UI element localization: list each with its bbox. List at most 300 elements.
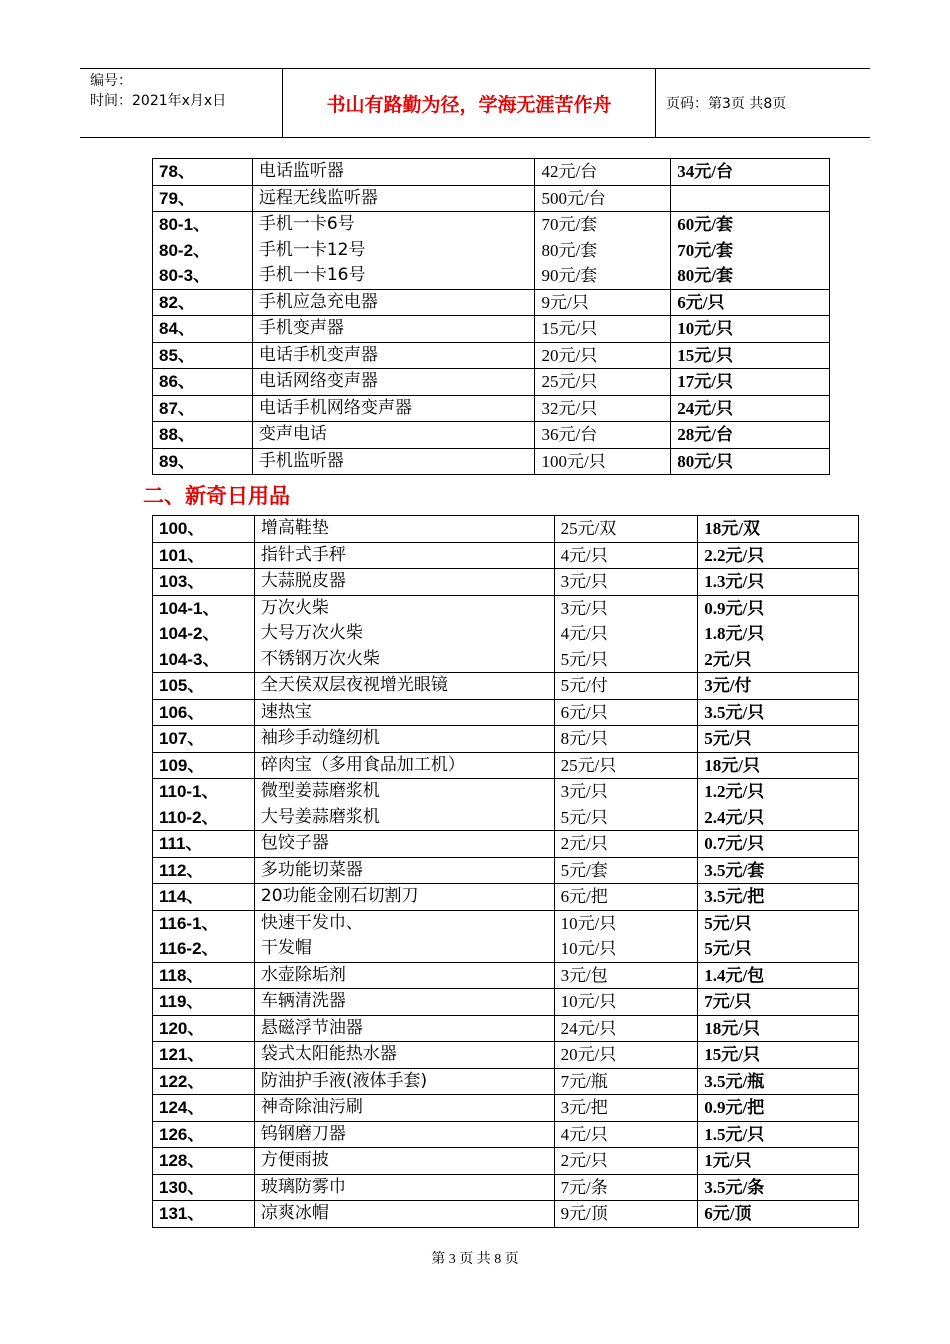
item-number: 89、 xyxy=(159,451,195,471)
sale-price: 15元/只 xyxy=(677,345,733,365)
original-price-cell xyxy=(554,673,698,700)
original-price: 2元/只 xyxy=(560,1151,608,1170)
item-number: 84、 xyxy=(159,319,195,338)
table-row xyxy=(153,779,859,831)
item-number-cell xyxy=(153,342,253,369)
item-name: 防油护手液(液体手套) xyxy=(260,1070,428,1091)
table-row xyxy=(153,699,859,726)
item-name-cell xyxy=(254,569,554,596)
sale-price-cell xyxy=(698,962,859,989)
item-number: 110-1、 xyxy=(159,782,219,801)
item-name: 微型姜蒜磨浆机 xyxy=(260,781,380,801)
item-name-cell xyxy=(254,1148,554,1175)
sale-price-cell xyxy=(698,831,859,858)
item-name: 玻璃防雾巾 xyxy=(260,1176,346,1197)
item-number: 126、 xyxy=(159,1124,205,1144)
table-row xyxy=(153,831,859,858)
item-number: 114、 xyxy=(159,887,204,906)
item-name-cell xyxy=(254,1121,554,1148)
original-price-cell xyxy=(535,289,671,316)
original-price: 7元/条 xyxy=(560,1177,608,1197)
table-row xyxy=(153,752,859,779)
item-name-cell xyxy=(254,699,554,726)
item-name: 远程无线监听器 xyxy=(258,187,378,208)
item-name: 方便雨披 xyxy=(260,1150,329,1170)
item-number-cell xyxy=(153,542,255,569)
sale-price: 0.9元/只 xyxy=(704,598,765,618)
sale-price-cell xyxy=(698,1201,859,1228)
item-number-cell xyxy=(153,159,253,186)
original-price-cell xyxy=(535,159,671,186)
item-name-cell xyxy=(254,595,554,673)
original-price-cell xyxy=(535,342,671,369)
item-number-cell xyxy=(153,910,255,962)
item-number-cell xyxy=(153,831,255,858)
header-left xyxy=(80,69,283,137)
sale-price: 1.4元/包 xyxy=(704,965,765,985)
item-name-cell xyxy=(252,448,535,475)
item-number: 80-3、 xyxy=(159,266,211,285)
item-number-cell xyxy=(153,1042,255,1069)
item-name-cell xyxy=(252,395,535,422)
original-price: 7元/瓶 xyxy=(560,1071,608,1091)
item-number: 118、 xyxy=(159,965,204,985)
sale-price-cell xyxy=(698,673,859,700)
item-name: 变声电话 xyxy=(258,424,327,444)
original-price: 25元/双 xyxy=(560,519,617,538)
item-name-cell xyxy=(254,857,554,884)
sale-price-cell xyxy=(671,448,830,475)
item-number: 80-1、 xyxy=(159,215,211,234)
original-price-cell xyxy=(535,448,671,475)
original-price: 5元/只 xyxy=(560,649,608,669)
table-row xyxy=(153,726,859,753)
table-row xyxy=(153,857,859,884)
table-row xyxy=(153,342,830,369)
original-price-cell xyxy=(554,779,698,831)
sale-price: 6元/只 xyxy=(677,292,725,312)
original-price: 100元/只 xyxy=(541,451,606,471)
original-price-cell xyxy=(554,857,698,884)
item-number: 124、 xyxy=(159,1098,205,1117)
item-name-cell xyxy=(254,516,554,543)
item-number: 116-1、 xyxy=(159,913,219,933)
original-price: 3元/只 xyxy=(560,782,608,801)
sale-price: 80元/只 xyxy=(677,451,733,471)
sale-price-cell xyxy=(698,1042,859,1069)
item-name-cell xyxy=(254,1042,554,1069)
sale-price-cell xyxy=(698,1174,859,1201)
sale-price-cell xyxy=(698,989,859,1016)
item-number-cell xyxy=(153,1095,255,1122)
item-number-cell xyxy=(153,1148,255,1175)
original-price-cell xyxy=(554,726,698,753)
sale-price-cell xyxy=(698,857,859,884)
item-number-cell xyxy=(153,779,255,831)
table-row xyxy=(153,595,859,673)
item-name: 神奇除油污刷 xyxy=(260,1097,363,1117)
item-name: 车辆清洗器 xyxy=(260,991,346,1011)
item-number-cell xyxy=(153,962,255,989)
item-number-cell xyxy=(153,1174,255,1201)
original-price: 90元/套 xyxy=(541,266,598,285)
item-number: 86、 xyxy=(159,372,195,391)
table-row xyxy=(153,159,830,186)
section-title: 二、新奇日用品 xyxy=(143,484,290,508)
date-label: 时间：2021年x月x日 xyxy=(90,93,227,109)
original-price-cell xyxy=(554,1201,698,1228)
sale-price: 0.7元/只 xyxy=(704,834,765,853)
item-name-cell xyxy=(254,910,554,962)
sale-price: 3元/付 xyxy=(704,676,752,695)
sale-price-cell xyxy=(698,516,859,543)
original-price-cell xyxy=(535,316,671,343)
item-name-cell xyxy=(252,316,535,343)
item-name: 碎肉宝（多用食品加工机） xyxy=(260,754,465,775)
item-name: 干发帽 xyxy=(260,938,312,958)
item-name: 包饺子器 xyxy=(260,833,329,853)
item-name-cell xyxy=(254,673,554,700)
item-number: 104-2、 xyxy=(159,624,220,643)
sale-price-cell xyxy=(671,342,830,369)
original-price-cell xyxy=(554,962,698,989)
item-name-cell xyxy=(252,369,535,396)
item-name: 袋式太阳能热水器 xyxy=(260,1044,397,1064)
table-row xyxy=(153,1148,859,1175)
item-number: 79、 xyxy=(159,188,195,208)
original-price: 3元/只 xyxy=(560,598,608,618)
original-price-cell xyxy=(535,212,671,290)
item-number-cell xyxy=(153,1201,255,1228)
item-number-cell xyxy=(153,316,253,343)
item-number-cell xyxy=(153,516,255,543)
item-number: 82、 xyxy=(159,292,195,312)
item-name: 大蒜脱皮器 xyxy=(260,571,346,591)
sale-price-cell xyxy=(698,1148,859,1175)
sale-price: 70元/套 xyxy=(677,240,733,260)
item-number-cell xyxy=(153,1068,255,1095)
original-price: 3元/把 xyxy=(560,1098,608,1117)
original-price-cell xyxy=(554,569,698,596)
item-name: 电话网络变声器 xyxy=(258,371,378,391)
sale-price: 3.5元/瓶 xyxy=(704,1071,765,1091)
original-price: 4元/只 xyxy=(560,545,608,565)
item-name: 不锈钢万次火柴 xyxy=(260,648,380,669)
sale-price-cell xyxy=(698,910,859,962)
item-name: 电话监听器 xyxy=(258,161,344,181)
table-row xyxy=(153,316,830,343)
sale-price: 7元/只 xyxy=(704,992,752,1011)
item-name: 万次火柴 xyxy=(260,597,329,618)
item-number: 105、 xyxy=(159,676,205,695)
original-price-cell xyxy=(554,884,698,911)
original-price-cell xyxy=(554,699,698,726)
item-number: 109、 xyxy=(159,755,205,775)
item-number-cell xyxy=(153,369,253,396)
table-row xyxy=(153,1068,859,1095)
original-price-cell xyxy=(554,516,698,543)
table-row xyxy=(153,569,859,596)
sale-price: 18元/只 xyxy=(704,1018,761,1038)
sale-price: 0.9元/把 xyxy=(704,1098,765,1117)
item-name-cell xyxy=(252,422,535,449)
item-name: 凉爽冰帽 xyxy=(260,1203,329,1223)
item-number: 87、 xyxy=(159,398,195,418)
item-name-cell xyxy=(254,752,554,779)
sale-price: 1.2元/只 xyxy=(704,782,765,801)
item-name: 指针式手秤 xyxy=(260,544,346,565)
item-number: 80-2、 xyxy=(159,240,211,260)
sale-price-cell xyxy=(698,1095,859,1122)
original-price: 20元/只 xyxy=(560,1045,617,1064)
item-name: 手机应急充电器 xyxy=(258,291,378,312)
sale-price: 1.8元/只 xyxy=(704,624,765,643)
item-number: 78、 xyxy=(159,162,195,181)
item-number-cell xyxy=(153,857,255,884)
original-price: 5元/只 xyxy=(560,807,608,827)
sale-price-cell xyxy=(671,289,830,316)
item-number: 122、 xyxy=(159,1071,205,1091)
item-number-cell xyxy=(153,448,253,475)
number-label: 编号： xyxy=(90,73,132,89)
original-price: 6元/只 xyxy=(560,702,608,722)
item-number: 106、 xyxy=(159,702,205,722)
sale-price-cell xyxy=(698,726,859,753)
item-name-cell xyxy=(254,1201,554,1228)
original-price-cell xyxy=(554,831,698,858)
price-table-novelty-goods xyxy=(152,515,859,1228)
item-name: 袖珍手动缝纫机 xyxy=(260,728,380,748)
table-row xyxy=(153,289,830,316)
item-number: 128、 xyxy=(159,1151,205,1170)
sale-price: 3.5元/只 xyxy=(704,702,765,722)
item-name-cell xyxy=(254,542,554,569)
original-price: 36元/台 xyxy=(541,425,598,444)
item-name: 增高鞋垫 xyxy=(260,518,329,538)
item-name: 手机一卡16号 xyxy=(258,265,366,285)
item-number-cell xyxy=(153,699,255,726)
item-name: 手机监听器 xyxy=(258,450,344,471)
item-number: 121、 xyxy=(159,1045,205,1064)
item-number: 100、 xyxy=(159,519,205,538)
original-price: 70元/套 xyxy=(541,215,598,234)
item-number: 110-2、 xyxy=(159,807,219,827)
original-price-cell xyxy=(554,989,698,1016)
item-name-cell xyxy=(254,989,554,1016)
original-price-cell xyxy=(554,1042,698,1069)
sale-price-cell xyxy=(698,542,859,569)
original-price-cell xyxy=(554,595,698,673)
original-price: 5元/付 xyxy=(560,676,608,695)
table-row xyxy=(153,516,859,543)
item-number-cell xyxy=(153,884,255,911)
original-price-cell xyxy=(554,1174,698,1201)
sale-price: 24元/只 xyxy=(677,398,733,418)
table-row xyxy=(153,542,859,569)
item-name: 大号万次火柴 xyxy=(260,623,363,643)
sale-price: 18元/双 xyxy=(704,519,761,538)
sale-price-cell xyxy=(698,595,859,673)
table-row xyxy=(153,212,830,290)
item-number: 119、 xyxy=(159,992,204,1011)
table-row xyxy=(153,422,830,449)
sale-price: 60元/套 xyxy=(677,215,733,234)
item-number-cell xyxy=(153,673,255,700)
item-number-cell xyxy=(153,395,253,422)
sale-price-cell xyxy=(671,395,830,422)
sale-price-cell xyxy=(698,569,859,596)
original-price: 9元/只 xyxy=(541,292,589,312)
item-number-cell xyxy=(153,1121,255,1148)
table-row xyxy=(153,185,830,212)
item-name-cell xyxy=(254,831,554,858)
original-price-cell xyxy=(535,185,671,212)
table-row xyxy=(153,369,830,396)
item-name: 电话手机网络变声器 xyxy=(258,397,412,418)
sale-price: 1元/只 xyxy=(704,1151,752,1170)
sale-price-cell xyxy=(671,185,830,212)
sale-price: 5元/只 xyxy=(704,913,752,933)
original-price-cell xyxy=(554,542,698,569)
item-name: 悬磁浮节油器 xyxy=(260,1017,363,1038)
sale-price-cell xyxy=(698,779,859,831)
original-price: 20元/只 xyxy=(541,345,598,365)
original-price-cell xyxy=(554,1068,698,1095)
original-price: 32元/只 xyxy=(541,398,598,418)
table-row xyxy=(153,1095,859,1122)
item-name: 手机一卡12号 xyxy=(258,239,366,260)
table-row xyxy=(153,962,859,989)
table-row xyxy=(153,1042,859,1069)
item-number: 116-2、 xyxy=(159,939,219,958)
sale-price-cell xyxy=(671,422,830,449)
original-price-cell xyxy=(554,910,698,962)
item-number: 107、 xyxy=(159,729,205,748)
item-number: 104-1、 xyxy=(159,598,220,618)
item-name: 钨钢磨刀器 xyxy=(260,1123,346,1144)
original-price: 80元/套 xyxy=(541,240,598,260)
sale-price: 5元/只 xyxy=(704,939,752,958)
original-price: 500元/台 xyxy=(541,188,606,208)
item-number-cell xyxy=(153,1015,255,1042)
original-price-cell xyxy=(535,395,671,422)
sale-price: 2元/只 xyxy=(704,649,752,669)
item-name: 快速干发巾、 xyxy=(260,912,363,933)
original-price: 6元/把 xyxy=(560,887,608,906)
item-name: 速热宝 xyxy=(260,701,312,722)
original-price: 10元/只 xyxy=(560,939,617,958)
sale-price: 18元/只 xyxy=(704,755,761,775)
item-number-cell xyxy=(153,212,253,290)
sale-price: 10元/只 xyxy=(677,319,733,338)
table-row xyxy=(153,1121,859,1148)
table-row xyxy=(153,1015,859,1042)
sale-price-cell xyxy=(671,369,830,396)
original-price: 3元/只 xyxy=(560,572,608,591)
table-row xyxy=(153,989,859,1016)
item-name-cell xyxy=(254,1174,554,1201)
item-name-cell xyxy=(252,289,535,316)
sale-price: 3.5元/条 xyxy=(704,1177,765,1197)
table-row xyxy=(153,1174,859,1201)
item-name: 手机变声器 xyxy=(258,318,344,338)
item-number-cell xyxy=(153,752,255,779)
page-header xyxy=(80,68,870,138)
item-number-cell xyxy=(153,726,255,753)
table-row xyxy=(153,884,859,911)
original-price: 3元/包 xyxy=(560,965,608,985)
sale-price: 80元/套 xyxy=(677,266,733,285)
original-price: 8元/只 xyxy=(560,729,608,748)
item-number-cell xyxy=(153,185,253,212)
sale-price: 15元/只 xyxy=(704,1045,761,1064)
item-number-cell xyxy=(153,595,255,673)
item-name: 全天侯双层夜视增光眼镜 xyxy=(260,675,448,695)
item-name-cell xyxy=(254,962,554,989)
item-name: 手机一卡6号 xyxy=(258,214,355,234)
item-number: 131、 xyxy=(159,1204,205,1223)
original-price: 42元/台 xyxy=(541,162,598,181)
item-name: 水壶除垢剂 xyxy=(260,964,346,985)
sale-price: 34元/台 xyxy=(677,162,733,181)
sale-price: 1.3元/只 xyxy=(704,572,765,591)
item-number-cell xyxy=(153,989,255,1016)
item-number-cell xyxy=(153,569,255,596)
item-number: 111、 xyxy=(159,834,203,853)
original-price: 25元/只 xyxy=(560,755,617,775)
item-name-cell xyxy=(254,779,554,831)
item-name-cell xyxy=(254,884,554,911)
table-row xyxy=(153,673,859,700)
item-name-cell xyxy=(254,1015,554,1042)
item-name-cell xyxy=(252,212,535,290)
original-price-cell xyxy=(535,369,671,396)
item-name-cell xyxy=(254,726,554,753)
item-number-cell xyxy=(153,289,253,316)
item-name: 20功能金刚石切割刀 xyxy=(260,886,419,906)
sale-price: 2.4元/只 xyxy=(704,807,765,827)
item-number: 85、 xyxy=(159,345,195,365)
sale-price: 1.5元/只 xyxy=(704,1124,765,1144)
sale-price-cell xyxy=(671,212,830,290)
original-price-cell xyxy=(554,1095,698,1122)
sale-price: 6元/顶 xyxy=(704,1204,752,1223)
original-price: 4元/只 xyxy=(560,1124,608,1144)
table-row xyxy=(153,395,830,422)
item-number: 120、 xyxy=(159,1018,205,1038)
item-name: 多功能切菜器 xyxy=(260,859,363,880)
sale-price: 3.5元/套 xyxy=(704,860,765,880)
original-price-cell xyxy=(554,752,698,779)
original-price: 4元/只 xyxy=(560,624,608,643)
item-number: 130、 xyxy=(159,1177,205,1197)
item-number: 112、 xyxy=(159,860,204,880)
sale-price-cell xyxy=(698,699,859,726)
item-number: 103、 xyxy=(159,572,205,591)
original-price: 10元/只 xyxy=(560,913,617,933)
sale-price: 3.5元/把 xyxy=(704,887,765,906)
item-name-cell xyxy=(254,1068,554,1095)
item-name: 电话手机变声器 xyxy=(258,344,378,365)
original-price: 5元/套 xyxy=(560,860,608,880)
original-price: 25元/只 xyxy=(541,372,598,391)
original-price-cell xyxy=(554,1148,698,1175)
item-number: 104-3、 xyxy=(159,649,220,669)
sale-price-cell xyxy=(671,159,830,186)
original-price-cell xyxy=(554,1121,698,1148)
original-price: 9元/顶 xyxy=(560,1204,608,1223)
original-price-cell xyxy=(535,422,671,449)
